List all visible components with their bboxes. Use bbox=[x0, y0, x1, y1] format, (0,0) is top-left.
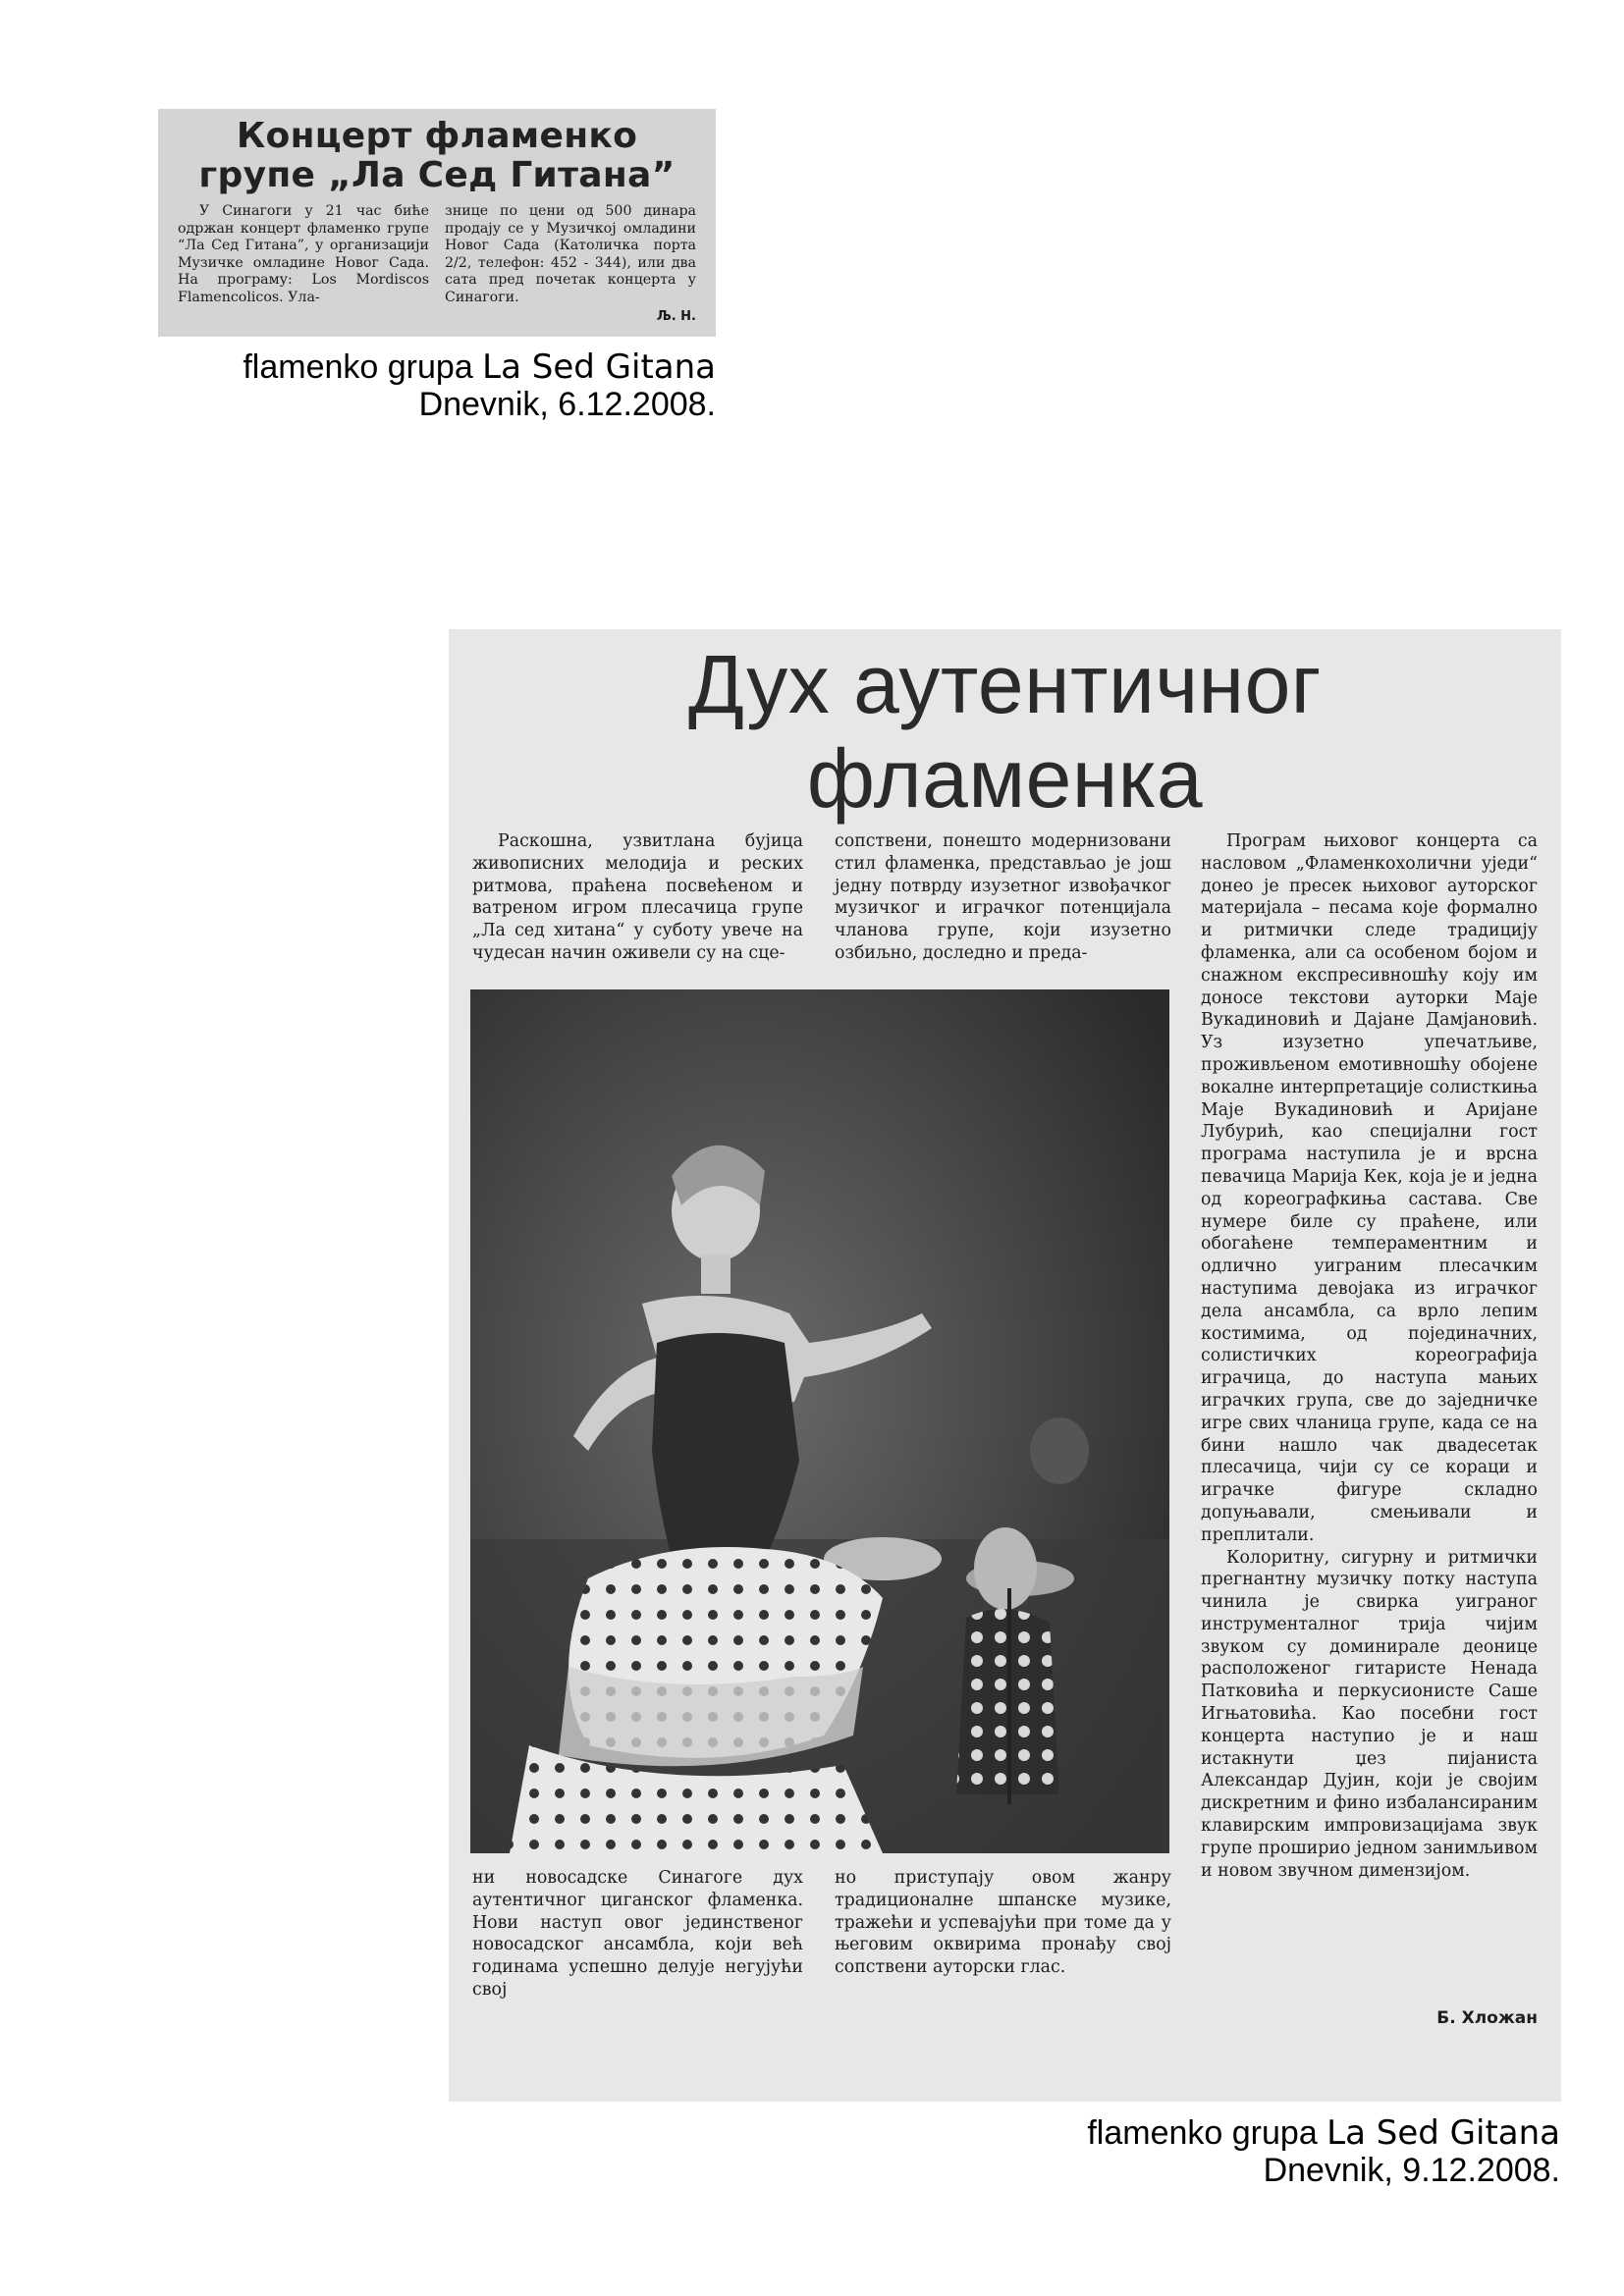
column-3 bbox=[1201, 830, 1538, 1882]
article-text: сопствени, понешто модернизовани стил фламенка, представљао је још једну потврду изузетног извођачког музичког и играчког потенцијала чланова групе, који изузетно озбиљно, доследно и преда- bbox=[835, 831, 1171, 963]
article-column-2 bbox=[445, 203, 696, 325]
caption-prefix: flamenko grupa bbox=[243, 348, 483, 386]
caption-brand: La Sed Gitana bbox=[1326, 2113, 1560, 2153]
headline-line-1: Концерт фламенко bbox=[236, 116, 638, 156]
article-paragraph-2: Колоритну, сигурну и ритмички прегнантну музичку потку наступа чинила је свирка уиграног инструменталног трија чијим звуком су доминирале деонице расположеног гитаристе Ненада Патковића и перкусионисте Саше Игњатовића. Као посебни гост концерта наступио је и наш истакнути џез пијаниста Александар Дујин, који је својим дискретним и фино избалансираним клавирским импровизацијама звук групе проширио једном занимљивом и новом звучном димензијом. bbox=[1201, 1547, 1538, 1881]
dancer-photo bbox=[470, 989, 1169, 1853]
column-1-bottom bbox=[472, 1867, 803, 2002]
caption-prefix: flamenko grupa bbox=[1087, 2114, 1327, 2152]
caption-date: Dnevnik, 6.12.2008. bbox=[418, 386, 716, 423]
caption-clipping-1 bbox=[0, 348, 716, 423]
article-text: Раскошна, узвитлана бујица живописних мелодија и реских ритмова, праћена посвећеном и ватреном игром плесачица групе „Ла сед хитана“ у суботу увече на чудесан начин оживели су на сце- bbox=[472, 831, 803, 963]
column-1-top bbox=[472, 830, 803, 965]
headline-line-2: групе „Ла Сед Гитана” bbox=[198, 155, 676, 195]
clipping-concert-review bbox=[449, 629, 1561, 2102]
column-2-bottom bbox=[835, 1867, 1171, 1979]
author-signature: Љ. Н. bbox=[656, 308, 696, 324]
article-column-1 bbox=[178, 203, 429, 325]
headline bbox=[178, 117, 696, 195]
author-signature: Б. Хложан bbox=[1436, 2008, 1538, 2028]
headline-line-2: фламенка bbox=[806, 732, 1204, 825]
clipping-concert-announcement bbox=[158, 109, 716, 337]
column-2-top bbox=[835, 830, 1171, 965]
article-paragraph-1: Програм њиховог концерта са насловом „Фламенкохолични уједи“ донео је пресек њиховог ауторског материјала – песама које формално и ритмички следе традицију фламенка, али са особеном бојом и снажном експресивношћу коју им доносе текстови ауторки Маје Вукадиновић и Дајане Дамјановић. Уз изузетно упечатљиве, проживљеном емотивношћу обојене вокалне интерпретације солисткиња Маје Вукадиновић и Аријане Лубурић, као специјални гост програма наступила је и врсна певачица Марија Кек, која је и једна од кореографкиња састава. Све нумере биле су праћене, или обогаћене темпераментним и одлично уиграним плесачким наступима девојака из играчког дела ансамбла, са врло лепим костимима, од појединачних, солистичких кореографија играчица, до наступа мањих играчких група, све до заједничке игре свих чланица групе, када се на бини нашло чак двадесетак плесачица, чији су се кораци и играчке фигуре складно допуњавали, смењивали и преплитали. bbox=[1201, 831, 1538, 1545]
caption-clipping-2 bbox=[0, 2114, 1560, 2189]
caption-title bbox=[0, 2114, 1560, 2152]
article-columns bbox=[178, 203, 696, 325]
caption-brand: La Sed Gitana bbox=[482, 347, 716, 387]
headline bbox=[449, 637, 1561, 826]
article-text: ни новосадске Синагоге дух аутентичног циганског фламенка. Нови наступ овог јединственог новосадског ансамбла, који већ годинама успешно делује негујући свој bbox=[472, 1868, 803, 2000]
flamenco-dancer-image bbox=[470, 989, 1169, 1853]
caption-date: Dnevnik, 9.12.2008. bbox=[1263, 2152, 1560, 2189]
article-text: У Синагоги у 21 час биће одржан концерт фламенко групе “Ла Сед Гитана”, у организацији Музичке омладине Новог Сада. На програму: Los Mordiscos Flamencolicos. Ула- bbox=[178, 203, 429, 305]
caption-title bbox=[0, 348, 716, 386]
article-text: но приступају овом жанру традиционалне шпанске музике, тражећи и успевајући при томе да у његовим оквирима пронађу свој сопствени ауторски глас. bbox=[835, 1868, 1171, 1978]
article-text: знице по цени од 500 динара продају се у Музичкој омладини Новог Сада (Католичка порта 2/2, телефон: 452 - 344), или два сата пред почетак концерта у Синагоги. bbox=[445, 203, 696, 305]
headline-line-1: Дух аутентичног bbox=[688, 638, 1322, 730]
